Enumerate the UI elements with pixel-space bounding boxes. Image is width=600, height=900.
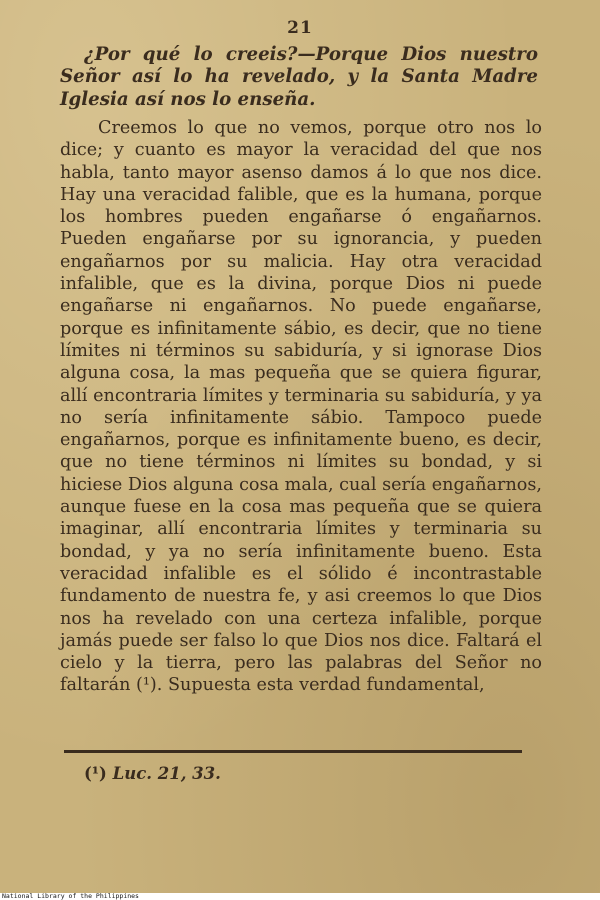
footnote-reference: Luc. 21, 33. (112, 764, 221, 783)
library-credit: National Library of the Philippines (2, 892, 139, 900)
page-number: 21 (287, 18, 313, 38)
body-paragraph: Creemos lo que no vemos, porque otro nos lo dice; y cuanto es mayor la veracidad del que nos habla, tanto mayor asenso damos á lo que nos dice. Hay una veracidad falible, que es la humana, porque los hombres pueden engañarse ó engañarnos. Pueden engañarse por su ignorancia, y pueden engañarnos por su malicia. Hay otra veracidad infalible, que es la divina, porque Dios ni puede engañarse ni engañarnos. No puede engañarse, porque es infinitamente sábio, es decir, que no tiene límites ni términos su sabiduría, y si ignorase Dios alguna cosa, la mas pequeña que se quiera figurar, allí encontraria límites y terminaria su sabiduría, y ya no sería infinitamente sábio. Tampoco puede engañarnos, porque es infinitamente bueno, es decir, que no tiene términos ni límites su bondad, y si hiciese Dios alguna cosa mala, cual sería engañarnos, aunque fuese en la cosa mas pequeña que se quiera imaginar, allí encontraria límites y terminaria su bondad, y ya no sería infinitamente bueno. Esta veracidad infalible es el sólido é incontrastable fundamento de nuestra fe, y asi creemos lo que Dios nos ha revelado con una certeza infalible, porque jamás puede ser falso lo que Dios nos dice. Faltará el cielo y la tierra, pero las palabras del Señor no faltarán (¹). Supuesta esta verdad fundamental, (60, 118, 542, 696)
footnote-mark: (¹) (84, 764, 107, 783)
footnote-divider (64, 750, 522, 753)
footnote (84, 764, 221, 783)
question-paragraph: ¿Por qué lo creeis?—Porque Dios nuestro Señor así lo ha revelado, y la Santa Madre Iglesia así nos lo enseña. (60, 44, 538, 110)
